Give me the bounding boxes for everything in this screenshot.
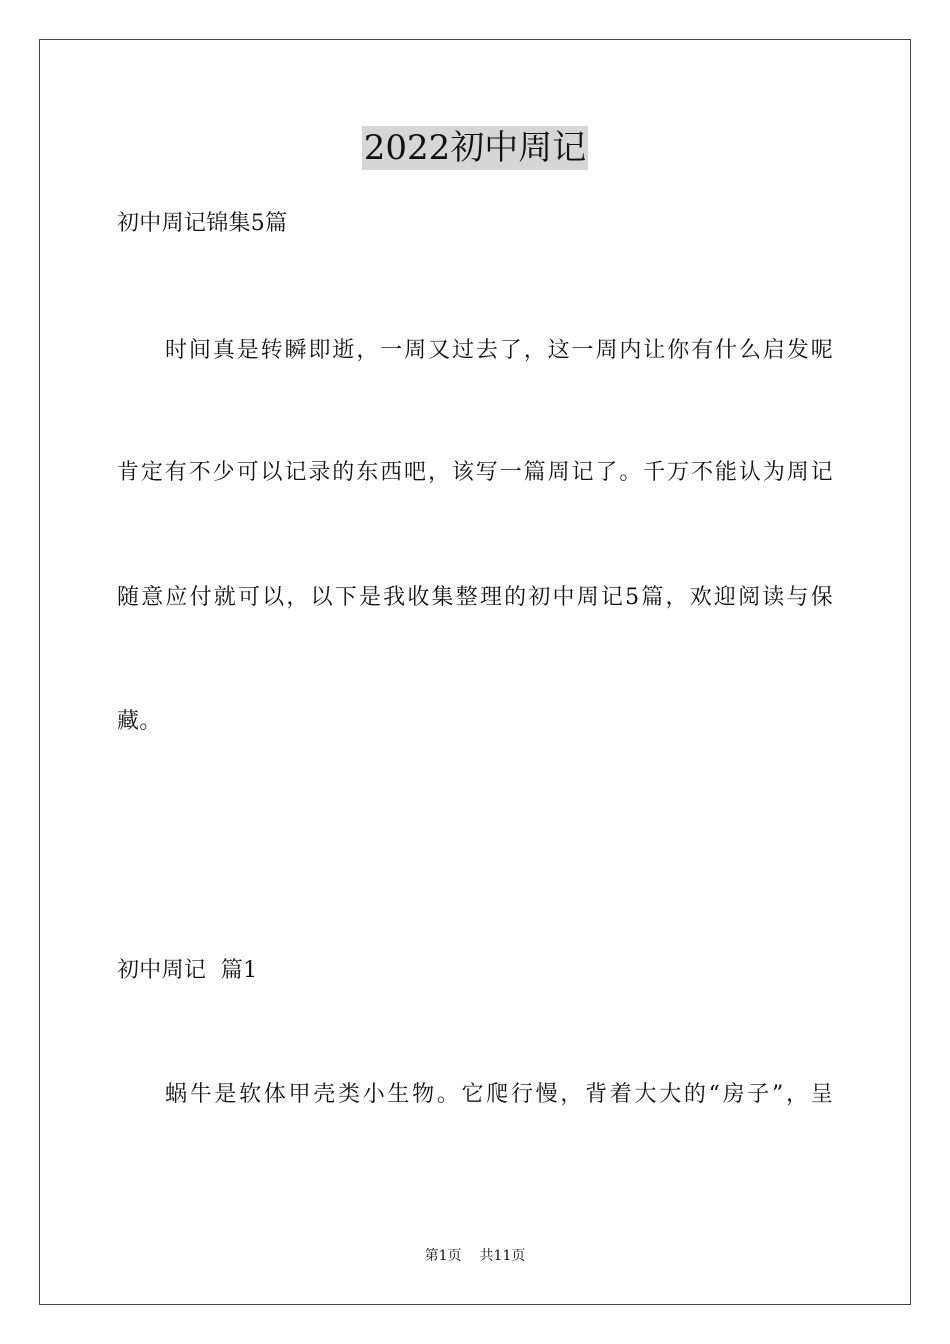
footer-total-pages: 共11页 (479, 1248, 526, 1264)
document-title: 2022初中周记 (363, 128, 587, 168)
document-subtitle: 初中周记锦集5篇 (117, 211, 288, 236)
page-footer (0, 1246, 950, 1266)
title-wrap (0, 126, 950, 170)
section-heading: 初中周记 篇1 (117, 958, 258, 983)
section-line-1: 蜗牛是软体甲壳类小生物。它爬行慢，背着大大的“房子”，呈 (165, 1082, 833, 1107)
intro-line-4: 藏。 (117, 709, 162, 734)
intro-line-3: 随意应付就可以，以下是我收集整理的初中周记5篇，欢迎阅读与保 (117, 585, 833, 610)
footer-page-number: 第1页 (424, 1248, 462, 1264)
intro-line-1: 时间真是转瞬即逝，一周又过去了，这一周内让你有什么启发呢 (165, 338, 833, 363)
intro-line-2: 肯定有不少可以记录的东西吧，该写一篇周记了。千万不能认为周记 (117, 460, 833, 485)
